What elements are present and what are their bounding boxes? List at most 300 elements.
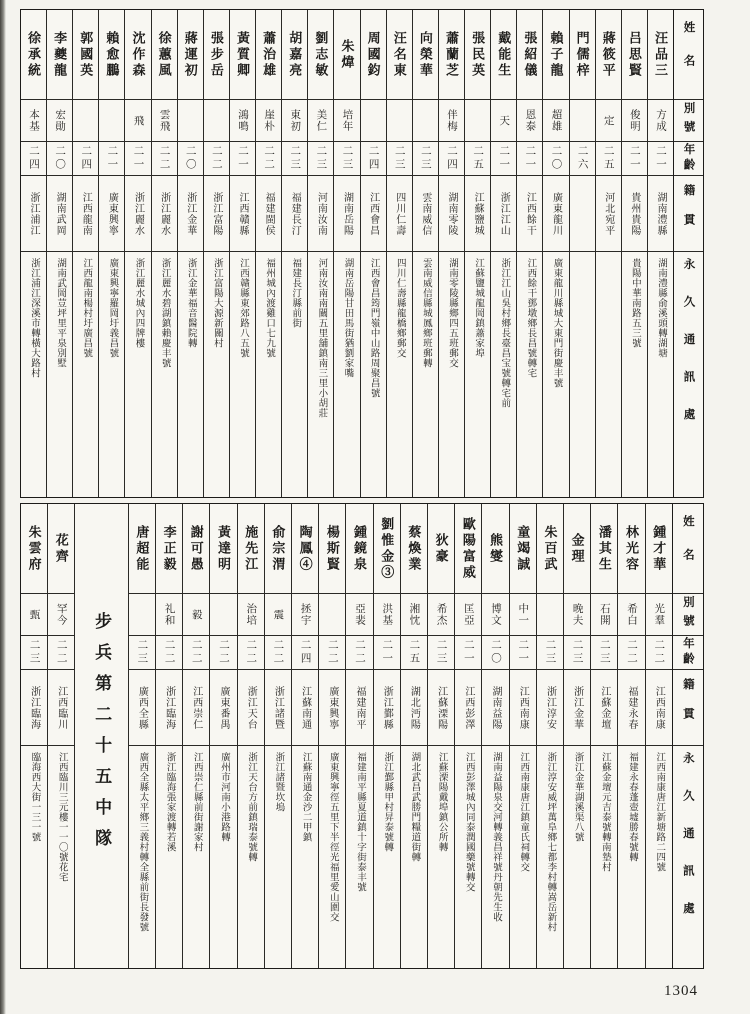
origin-text: 江西彭澤 xyxy=(462,685,474,730)
address-text: 福建南平縣夏道鎮十字街泰丰號 xyxy=(354,752,365,892)
origin-text: 湖南零陵 xyxy=(446,191,458,236)
alias-cell xyxy=(510,594,536,636)
name-cell xyxy=(21,504,47,594)
name-cell xyxy=(413,10,438,100)
alias-text: 湘忱 xyxy=(408,603,420,626)
name-text: 胡嘉亮 xyxy=(287,30,303,79)
entry-column xyxy=(21,504,47,968)
address-text: 浙江淳安威坪萬阜鄉七都李村轉嵩岳新村 xyxy=(545,752,556,932)
age-text: 二二 xyxy=(55,639,67,666)
origin-cell xyxy=(570,176,595,252)
origin-cell xyxy=(537,670,563,746)
entry-column xyxy=(542,10,568,497)
address-cell xyxy=(482,746,508,968)
name-cell xyxy=(510,504,536,594)
name-cell xyxy=(591,504,617,594)
entry-column xyxy=(281,10,307,497)
address-cell xyxy=(47,252,72,497)
address-cell xyxy=(210,746,236,968)
address-text: 浙江富陽大源新關村 xyxy=(211,258,222,348)
age-cell xyxy=(361,142,386,176)
origin-cell xyxy=(21,176,46,252)
header-column xyxy=(673,10,703,497)
address-text: 浙江臨海張家渡轉若溪 xyxy=(164,752,175,852)
origin-cell xyxy=(455,670,481,746)
address-cell xyxy=(517,252,542,497)
address-text: 廣東龍川縣城大東門街慶丰號 xyxy=(551,258,562,388)
address-text: 浙江浦江深溪市轉橫大路村 xyxy=(29,258,39,378)
name-cell xyxy=(230,10,255,100)
name-cell xyxy=(129,504,155,594)
entry-column xyxy=(21,10,46,497)
age-cell xyxy=(564,636,590,670)
address-cell xyxy=(622,252,647,497)
age-cell xyxy=(517,142,542,176)
field-label: 年齡 xyxy=(682,143,695,174)
name-text: 謝可愚 xyxy=(188,524,204,573)
name-cell xyxy=(543,10,568,100)
age-text: 二四 xyxy=(80,145,92,172)
origin-cell xyxy=(282,176,307,252)
alias-text: 伴梅 xyxy=(446,109,458,132)
alias-cell xyxy=(346,594,372,636)
alias-cell xyxy=(646,594,672,636)
address-text: 浙江麗水碧湖鎮賴慶丰號 xyxy=(159,258,170,368)
origin-cell xyxy=(482,670,508,746)
name-cell xyxy=(308,10,333,100)
origin-text: 福建南平 xyxy=(354,685,366,730)
age-cell xyxy=(465,142,490,176)
origin-text: 浙江天台 xyxy=(245,685,257,730)
name-cell xyxy=(517,10,542,100)
origin-cell xyxy=(178,176,203,252)
address-text: 江西會昌筠門嶺中山路周聚昌號 xyxy=(368,258,379,398)
name-cell xyxy=(48,504,74,594)
roster-tables xyxy=(20,9,704,969)
roster-table-bottom xyxy=(20,503,704,969)
address-text: 江西崇仁縣前街謝家村 xyxy=(191,752,202,852)
origin-cell xyxy=(374,670,400,746)
name-cell xyxy=(47,10,72,100)
entry-column xyxy=(46,10,72,497)
age-cell xyxy=(510,636,536,670)
alias-cell xyxy=(21,594,47,636)
age-text: 二〇 xyxy=(54,145,66,172)
age-text: 二二 xyxy=(210,145,222,172)
age-cell xyxy=(646,636,672,670)
name-cell xyxy=(210,504,236,594)
name-text: 李正毅 xyxy=(161,524,177,573)
entry-column xyxy=(237,504,264,968)
age-text: 二三 xyxy=(136,639,148,666)
field-label-cell xyxy=(673,670,703,746)
origin-cell xyxy=(152,176,177,252)
name-cell xyxy=(622,10,647,100)
origin-cell xyxy=(334,176,359,252)
origin-cell xyxy=(256,176,281,252)
origin-text: 廣東番禺 xyxy=(218,685,229,730)
address-text: 湖南益陽泉交河轉義昌祥號丹朝先生收 xyxy=(491,752,501,922)
name-cell xyxy=(428,504,454,594)
field-label-cell xyxy=(674,10,703,100)
alias-text: 拯宇 xyxy=(299,603,311,626)
field-label-cell xyxy=(674,252,703,497)
alias-text: 宏勛 xyxy=(54,109,66,132)
origin-text: 雲南威信 xyxy=(419,191,431,236)
origin-text: 河北宛平 xyxy=(602,191,614,236)
age-text: 二一 xyxy=(106,145,118,172)
name-text: 朱雲府 xyxy=(26,524,42,573)
age-cell xyxy=(346,636,372,670)
alias-text: 甄 xyxy=(28,608,40,621)
age-text: 二五 xyxy=(472,145,484,172)
address-cell xyxy=(21,252,46,497)
origin-text: 福建永春 xyxy=(626,685,638,730)
name-cell xyxy=(648,10,673,100)
address-cell xyxy=(308,252,333,497)
age-cell xyxy=(156,636,182,670)
alias-text: 礼和 xyxy=(163,603,175,626)
name-text: 劉惟金③ xyxy=(379,516,395,581)
origin-cell xyxy=(99,176,124,252)
alias-cell xyxy=(178,100,203,142)
alias-text: 震 xyxy=(272,608,284,621)
address-text: 浙江天台方前鎮瑞泰號轉 xyxy=(246,752,257,862)
age-cell xyxy=(204,142,229,176)
name-cell xyxy=(596,10,621,100)
alias-text: 匡亞 xyxy=(462,603,474,626)
entry-column xyxy=(590,504,617,968)
address-cell xyxy=(204,252,229,497)
entry-column xyxy=(72,10,98,497)
origin-cell xyxy=(401,670,427,746)
field-label: 姓名 xyxy=(681,515,694,582)
age-cell xyxy=(99,142,124,176)
roster-table-top xyxy=(20,9,704,498)
origin-cell xyxy=(308,176,333,252)
alias-text: 培年 xyxy=(341,109,353,132)
address-text: 江西龍南楊村圩廣昌號 xyxy=(81,258,92,358)
address-cell xyxy=(361,252,386,497)
origin-cell xyxy=(413,176,438,252)
alias-cell xyxy=(482,594,508,636)
address-text: 廣西全縣太平鄉三義村轉全縣前街長發號 xyxy=(137,752,148,932)
entry-column xyxy=(345,504,372,968)
address-text: 浙江金華福音醫院轉 xyxy=(185,258,196,348)
age-text: 二二 xyxy=(626,639,638,666)
age-text: 二六 xyxy=(576,145,588,172)
age-cell xyxy=(73,142,98,176)
entry-column xyxy=(595,10,621,497)
alias-text: 美仁 xyxy=(315,109,327,132)
entry-column xyxy=(155,504,182,968)
alias-text: 崖朴 xyxy=(263,109,275,132)
name-cell xyxy=(282,10,307,100)
origin-cell xyxy=(618,670,644,746)
origin-text: 浙江諸暨 xyxy=(272,685,284,730)
name-text: 歐陽富威 xyxy=(460,516,476,581)
alias-text: 雲飛 xyxy=(158,109,170,132)
origin-text: 浙江浦江 xyxy=(28,191,40,236)
alias-text: 天 xyxy=(498,114,510,127)
field-label-cell xyxy=(673,594,703,636)
origin-text: 江西臨川 xyxy=(55,685,67,730)
name-text: 黃質卿 xyxy=(235,30,251,79)
alias-cell xyxy=(183,594,209,636)
entry-column xyxy=(255,10,281,497)
name-text: 李夔龍 xyxy=(52,30,68,79)
name-text: 朱煒 xyxy=(339,38,355,71)
age-text: 二二 xyxy=(263,145,275,172)
origin-cell xyxy=(265,670,291,746)
name-text: 張步岳 xyxy=(208,30,224,79)
alias-text: 方成 xyxy=(655,109,667,132)
name-text: 吕思賢 xyxy=(626,30,642,79)
age-text: 二三 xyxy=(435,639,447,666)
alias-text: 光羣 xyxy=(653,603,665,626)
name-cell xyxy=(156,504,182,594)
name-cell xyxy=(401,504,427,594)
origin-cell xyxy=(21,670,47,746)
alias-cell xyxy=(491,100,516,142)
alias-cell xyxy=(238,594,264,636)
origin-cell xyxy=(319,670,345,746)
alias-cell xyxy=(465,100,490,142)
name-text: 狄豪 xyxy=(433,532,449,565)
age-cell xyxy=(129,636,155,670)
age-cell xyxy=(618,636,644,670)
origin-text: 浙江鄞縣 xyxy=(381,685,393,730)
age-text: 二三 xyxy=(341,145,353,172)
entry-column xyxy=(318,504,345,968)
origin-cell xyxy=(292,670,318,746)
alias-cell xyxy=(401,594,427,636)
address-text: 江西彭澤城內同泰潤國藥號轉交 xyxy=(463,752,474,892)
name-text: 汪品三 xyxy=(653,30,669,79)
name-cell xyxy=(564,504,590,594)
origin-text: 江西贛縣 xyxy=(237,191,249,236)
scan-edge-shadow xyxy=(0,0,6,1014)
entry-column xyxy=(151,10,177,497)
alias-text: 恩泰 xyxy=(524,109,536,132)
alias-text: 定 xyxy=(602,114,614,127)
name-text: 林光容 xyxy=(624,524,640,573)
alias-cell xyxy=(428,594,454,636)
age-text: 二三 xyxy=(419,145,431,172)
origin-text: 浙江金華 xyxy=(571,685,583,730)
address-cell xyxy=(73,252,98,497)
age-cell xyxy=(210,636,236,670)
address-cell xyxy=(646,746,672,968)
field-label: 永久通訊處 xyxy=(682,258,695,446)
name-cell xyxy=(319,504,345,594)
name-text: 蔣運初 xyxy=(182,30,198,79)
alias-cell xyxy=(439,100,464,142)
age-text: 二二 xyxy=(158,145,170,172)
address-text: 浙江江山吳村鄉長臺昌宝號轉宅前 xyxy=(499,258,510,408)
field-label-cell xyxy=(673,636,703,670)
name-text: 唐超能 xyxy=(134,524,150,573)
name-text: 周國鈞 xyxy=(365,30,381,79)
address-text: 江蘇金壇元吉泰號轉南墊村 xyxy=(599,752,610,872)
origin-cell xyxy=(428,670,454,746)
age-text: 二二 xyxy=(218,639,229,666)
alias-cell xyxy=(48,594,74,636)
age-cell xyxy=(543,142,568,176)
entry-column xyxy=(617,504,644,968)
alias-text: 飛 xyxy=(132,114,144,127)
name-text: 蔡煥業 xyxy=(406,524,422,573)
name-text: 戴能生 xyxy=(496,30,512,79)
address-cell xyxy=(537,746,563,968)
name-cell xyxy=(361,10,386,100)
origin-cell xyxy=(465,176,490,252)
age-text: 二三 xyxy=(315,145,327,172)
field-label-cell xyxy=(673,746,703,968)
field-label-cell xyxy=(673,504,703,594)
address-cell xyxy=(178,252,203,497)
address-cell xyxy=(156,746,182,968)
name-cell xyxy=(491,10,516,100)
address-cell xyxy=(455,746,481,968)
name-text: 賴愈鵬 xyxy=(104,30,120,79)
address-cell xyxy=(439,252,464,497)
address-cell xyxy=(265,746,291,968)
alias-cell xyxy=(47,100,72,142)
age-text: 二二 xyxy=(245,639,257,666)
alias-cell xyxy=(99,100,124,142)
entry-column xyxy=(621,10,647,497)
alias-cell xyxy=(256,100,281,142)
address-cell xyxy=(292,746,318,968)
address-cell xyxy=(510,746,536,968)
name-text: 蕭蘭芝 xyxy=(444,30,460,79)
alias-cell xyxy=(413,100,438,142)
address-text: 湖南武岡荳坪里平泉別墅 xyxy=(55,258,66,368)
origin-cell xyxy=(210,670,236,746)
alias-cell xyxy=(292,594,318,636)
name-cell xyxy=(265,504,291,594)
address-cell xyxy=(564,746,590,968)
address-cell xyxy=(282,252,307,497)
age-cell xyxy=(622,142,647,176)
origin-text: 湖南岳陽 xyxy=(341,191,353,236)
entry-column xyxy=(481,504,508,968)
unit-label-text: 步兵第二十五中隊 xyxy=(92,612,112,860)
origin-text: 浙江富陽 xyxy=(210,191,222,236)
age-cell xyxy=(491,142,516,176)
alias-text: 希杰 xyxy=(435,603,447,626)
entry-column xyxy=(569,10,595,497)
origin-cell xyxy=(183,670,209,746)
alias-text: 洪基 xyxy=(381,603,393,626)
name-text: 徐承統 xyxy=(26,30,42,79)
age-cell xyxy=(401,636,427,670)
name-cell xyxy=(238,504,264,594)
entry-column xyxy=(182,504,209,968)
field-label: 姓名 xyxy=(682,21,695,88)
address-text: 湖南岳陽甘田馬街猶劉家嘴 xyxy=(342,258,353,378)
age-text: 二三 xyxy=(393,145,405,172)
alias-cell xyxy=(319,594,345,636)
origin-cell xyxy=(129,670,155,746)
alias-cell xyxy=(537,594,563,636)
address-cell xyxy=(125,252,150,497)
name-text: 潘其生 xyxy=(596,524,612,573)
name-text: 張紹儀 xyxy=(522,30,538,79)
age-text: 二五 xyxy=(602,145,614,172)
age-cell xyxy=(178,142,203,176)
origin-cell xyxy=(125,176,150,252)
name-cell xyxy=(183,504,209,594)
address-cell xyxy=(491,252,516,497)
alias-cell xyxy=(570,100,595,142)
age-text: 二一 xyxy=(381,639,393,666)
alias-text: 本基 xyxy=(28,109,40,132)
alias-cell xyxy=(455,594,481,636)
address-cell xyxy=(618,746,644,968)
age-cell xyxy=(570,142,595,176)
alias-cell xyxy=(387,100,412,142)
origin-text: 江西會昌 xyxy=(367,191,379,236)
alias-text: 鴻鳴 xyxy=(237,109,249,132)
entry-column xyxy=(536,504,563,968)
origin-text: 廣東興寧 xyxy=(106,191,118,236)
age-cell xyxy=(265,636,291,670)
age-cell xyxy=(152,142,177,176)
age-cell xyxy=(21,142,46,176)
age-cell xyxy=(374,636,400,670)
name-cell xyxy=(646,504,672,594)
origin-text: 湖北沔陽 xyxy=(408,685,420,730)
entry-column xyxy=(516,10,542,497)
origin-text: 浙江江山 xyxy=(498,191,510,236)
age-text: 二一 xyxy=(498,145,510,172)
name-cell xyxy=(482,504,508,594)
age-cell xyxy=(439,142,464,176)
address-cell xyxy=(401,746,427,968)
age-text: 二二 xyxy=(272,639,284,666)
alias-cell xyxy=(156,594,182,636)
name-text: 熊燮 xyxy=(488,532,504,565)
age-text: 二四 xyxy=(28,145,40,172)
address-text: 浙江諸暨坎塢 xyxy=(273,752,284,812)
address-text: 福建永春蓬壺墟勝春號轉 xyxy=(627,752,638,862)
address-cell xyxy=(129,746,155,968)
entry-column xyxy=(509,504,536,968)
entry-column xyxy=(333,10,359,497)
address-text: 浙江鄞縣甲村昇泰號轉 xyxy=(382,752,393,852)
origin-text: 江蘇南通 xyxy=(299,685,311,730)
age-text: 二一 xyxy=(517,639,529,666)
origin-cell xyxy=(48,670,74,746)
alias-cell xyxy=(543,100,568,142)
name-text: 施先江 xyxy=(243,524,259,573)
header-column xyxy=(672,504,703,968)
age-cell xyxy=(48,636,74,670)
age-text: 二一 xyxy=(237,145,249,172)
origin-cell xyxy=(204,176,229,252)
address-cell xyxy=(543,252,568,497)
origin-cell xyxy=(491,176,516,252)
origin-cell xyxy=(346,670,372,746)
address-cell xyxy=(596,252,621,497)
alias-cell xyxy=(125,100,150,142)
alias-cell xyxy=(230,100,255,142)
origin-cell xyxy=(648,176,673,252)
alias-text: 超雄 xyxy=(550,109,562,132)
alias-cell xyxy=(129,594,155,636)
